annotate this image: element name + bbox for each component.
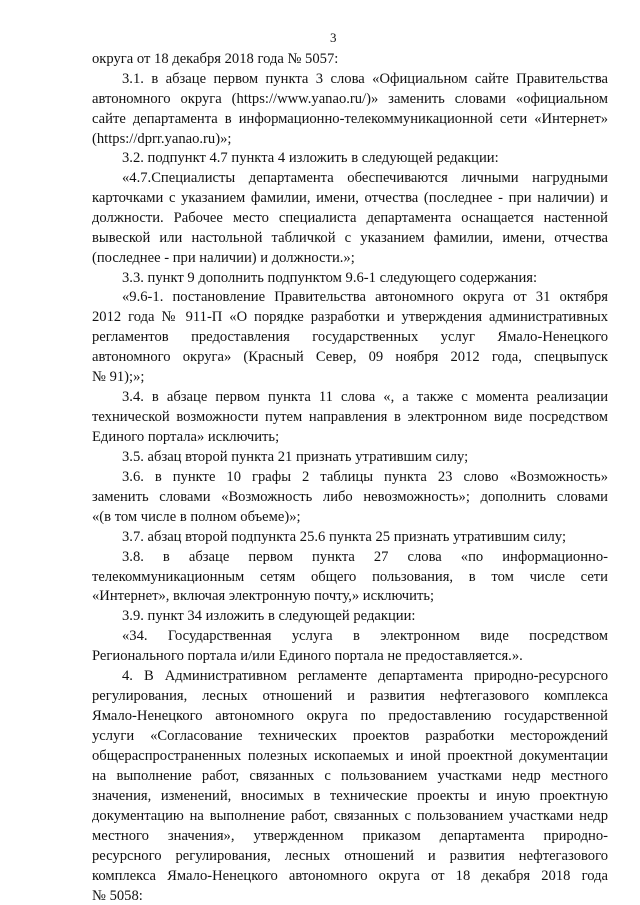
- text-line: регламентов предоставления государственных услуг Ямало-Ненецкого: [92, 329, 608, 345]
- text-line: 3.3. пункт 9 дополнить подпунктом 9.6-1 следующего содержания:: [122, 270, 538, 286]
- text-line: 3.4. в абзаце первом пункта 11 слова «, а также с момента реализации: [122, 389, 608, 405]
- text-line: сайте департамента в информационно-телекоммуникационной сети «Интернет»: [92, 111, 608, 127]
- text-line: 3.8. в абзаце первом пункта 27 слова «по информационно-: [122, 549, 608, 565]
- text-line: (последнее - при наличии) и должности.»;: [92, 250, 355, 266]
- text-line: 3.9. пункт 34 изложить в следующей редакции:: [122, 608, 416, 624]
- text-line: автономного округа» (Красный Север, 09 ноября 2012 года, спецвыпуск: [92, 349, 608, 365]
- text-line: карточками с указанием фамилии, имени, отчества (последнее - при наличии) и: [92, 190, 608, 206]
- text-line: 3.6. в пункте 10 графы 2 таблицы пункта 23 слово «Возможность»: [122, 469, 608, 485]
- text-line: должности. Рабочее место специалиста департамента оснащается настенной: [92, 210, 608, 226]
- text-line: документацию на выполнение работ, связанных с пользованием участками недр: [92, 808, 608, 824]
- text-line: 4. В Административном регламенте департамента природно-ресурсного: [122, 668, 608, 684]
- text-line: № 5058:: [92, 888, 143, 904]
- text-line: «(в том числе в полном объеме)»;: [92, 509, 301, 525]
- text-line: 3.5. абзац второй пункта 21 признать утратившим силу;: [122, 449, 469, 465]
- text-line: автономного округа (https://www.yanao.ru/)» заменить словами «официальном: [92, 91, 608, 107]
- text-line: «9.6-1. постановление Правительства автономного округа от 31 октября: [122, 289, 608, 305]
- text-line: 3.1. в абзаце первом пункта 3 слова «Официальном сайте Правительства: [122, 71, 608, 87]
- text-line: вывеской или настольной табличкой с указанием фамилии, имени, отчества: [92, 230, 608, 246]
- text-line: округа от 18 декабря 2018 года № 5057:: [92, 51, 339, 67]
- text-line: «Интернет», включая электронную почту,» исключить;: [92, 588, 435, 604]
- text-line: технической возможности путем направления в электронном виде посредством: [92, 409, 608, 425]
- text-line: Единого портала» исключить;: [92, 429, 280, 445]
- text-line: регулирования, лесных отношений и развития нефтегазового комплекса: [92, 688, 608, 704]
- text-line: заменить словами «Возможность либо невозможность»; дополнить словами: [92, 489, 608, 505]
- text-line: Ямало-Ненецкого автономного округа по предоставлению государственной: [92, 708, 608, 724]
- text-line: общераспространенных полезных ископаемых и иной проектной документации: [92, 748, 608, 764]
- text-line: значения, изменений, вносимых в технические проекты и иную проектную: [92, 788, 608, 804]
- text-line: «4.7.Специалисты департамента обеспечиваются личными нагрудными: [122, 170, 608, 186]
- text-line: на выполнение работ, связанных с пользованием участками недр местного: [92, 768, 608, 784]
- text-line: Регионального портала и/или Единого портала не предоставляется.».: [92, 648, 523, 664]
- page-number: 3: [330, 30, 337, 45]
- text-line: местного значения», утвержденном приказом департамента природно-: [92, 828, 608, 844]
- text-line: 2012 года № 911-П «О порядке разработки и утверждения административных: [92, 309, 608, 325]
- text-line: 3.7. абзац второй подпункта 25.6 пункта 25 признать утратившим силу;: [122, 529, 566, 545]
- text-line: «34. Государственная услуга в электронном виде посредством: [122, 628, 608, 644]
- text-line: услуги «Согласование технических проектов разработки месторождений: [92, 728, 608, 744]
- text-line: № 91);»;: [92, 369, 145, 385]
- text-line: комплекса Ямало-Ненецкого автономного округа от 18 декабря 2018 года: [92, 868, 608, 884]
- text-line: телекоммуникационным сетям общего пользования, в том числе сети: [92, 569, 608, 585]
- text-line: 3.2. подпункт 4.7 пункта 4 изложить в следующей редакции:: [122, 150, 499, 166]
- text-line: (https://dprr.yanao.ru)»;: [92, 131, 232, 147]
- text-line: ресурсного регулирования, лесных отношений и развития нефтегазового: [92, 848, 608, 864]
